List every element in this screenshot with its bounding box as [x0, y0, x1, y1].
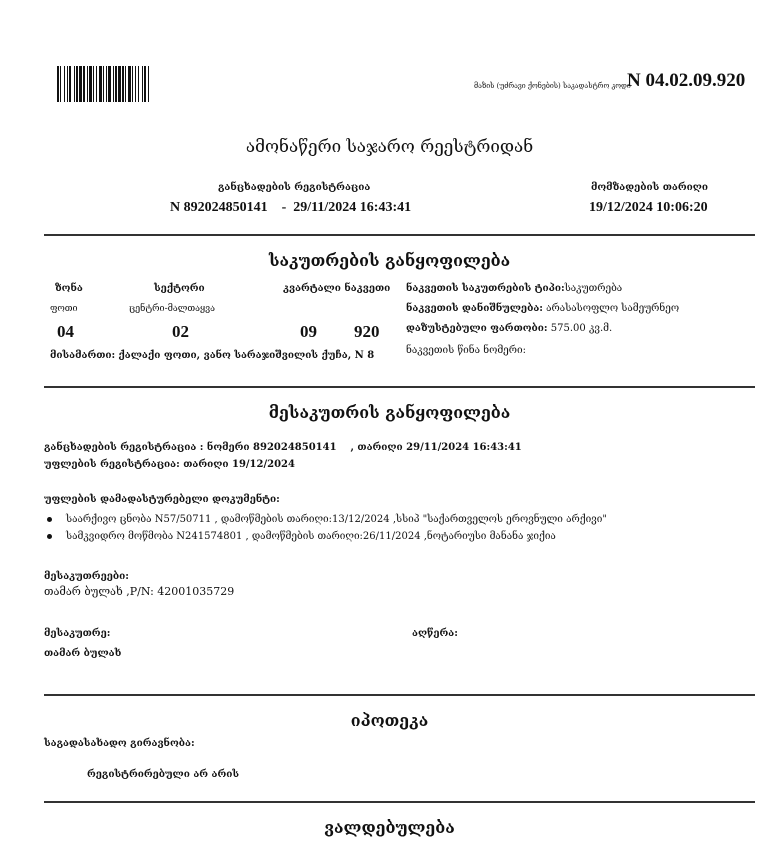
owner-value: თამარ ბულახ — [44, 648, 122, 659]
parcel-purpose-label: ნაკვეთის დანიშნულება: — [406, 303, 543, 314]
previous-parcel-number-label: ნაკვეთის წინა ნომერი: — [406, 345, 526, 356]
mortgage-section-title: იპოთეკა — [350, 711, 429, 730]
tax-lien-value: რეგისტრირებული არ არის — [87, 769, 240, 780]
bullet-icon — [47, 517, 52, 522]
owner-section-title: მესაკუთრის განყოფილება — [268, 403, 511, 422]
sector-code: 02 — [172, 322, 189, 341]
rights-document-text: სამკვიდრო მოწმობა N241574801 , დამოწმების თარიღი:26/11/2024 ,ნოტარიუსი მანანა ჯიქია — [66, 531, 556, 542]
divider — [44, 801, 755, 803]
parcel-purpose — [406, 303, 679, 314]
description-label: აღწერა: — [412, 628, 458, 639]
divider — [44, 694, 755, 696]
parcel-area-value: 575.00 კვ.მ. — [550, 323, 613, 334]
property-section-title: საკუთრების განყოფილება — [268, 251, 511, 270]
address-value: ქალაქი ფოთი, ვანო სარაჯიშვილის ქუჩა, N 8 — [118, 350, 375, 361]
rights-registration-line: უფლების რეგისტრაცია: თარიღი 19/12/2024 — [44, 459, 295, 470]
cadastral-code: N 04.02.09.920 — [627, 70, 746, 91]
ownership-type-label: ნაკვეთის საკუთრების ტიპი: — [406, 283, 565, 294]
rights-documents-label: უფლების დამადასტურებელი დოკუმენტი: — [44, 494, 280, 505]
quarter-parcel-label: კვარტალი ნაკვეთი — [283, 283, 391, 294]
rights-document-item — [47, 531, 556, 542]
quarter-code: 09 — [300, 322, 317, 341]
address — [50, 350, 374, 361]
divider — [44, 386, 755, 388]
tax-lien-label: საგადასახადო გირავნობა: — [44, 738, 195, 749]
registration-label: განცხადების რეგისტრაცია — [218, 182, 371, 193]
zone-code: 04 — [57, 322, 74, 341]
parcel-purpose-value: არასასოფლო სამეურნეო — [546, 303, 680, 314]
bullet-icon — [47, 534, 52, 539]
parcel-area-label: დაზუსტებული ფართობი: — [406, 323, 548, 334]
owner-registration-line: განცხადების რეგისტრაცია : ნომერი 892024850141 , თარიღი 29/11/2024 16:43:41 — [44, 442, 522, 453]
owners-value: თამარ ბულახ ,P/N: 42001035729 — [44, 585, 235, 598]
document-title: ამონაწერი საჯარო რეესტრიდან — [245, 137, 534, 157]
zone-label: ზონა — [55, 283, 83, 294]
parcel-area — [406, 323, 612, 334]
registration-value: N 892024850141 - 29/11/2024 16:43:41 — [170, 200, 412, 215]
sector-name: ცენტრი-მალთაყვა — [129, 304, 215, 314]
prepared-date-label: მომზადების თარიღი — [591, 182, 708, 193]
sector-label: სექტორი — [154, 283, 205, 294]
barcode-image — [57, 66, 230, 102]
parcel-code: 920 — [354, 322, 380, 341]
ownership-type — [406, 283, 622, 294]
owners-label: მესაკუთრეები: — [44, 571, 129, 582]
ownership-type-value: საკუთრება — [564, 283, 623, 294]
owner-label: მესაკუთრე: — [44, 628, 111, 639]
obligation-section-title: ვალდებულება — [324, 818, 455, 837]
zone-name: ფოთი — [50, 304, 78, 314]
divider — [44, 234, 755, 236]
rights-document-item — [47, 514, 607, 525]
rights-document-text: საარქივო ცნობა N57/50711 , დამოწმების თარიღი:13/12/2024 ,სსიპ "საქართველოს ეროვნული არქივი" — [66, 514, 607, 525]
cadastral-code-caption: მაზის (უძრავი ქონების) საკადასტრო კოდი — [474, 82, 631, 90]
address-label: მისამართი: — [50, 350, 116, 361]
prepared-date-value: 19/12/2024 10:06:20 — [589, 200, 708, 215]
